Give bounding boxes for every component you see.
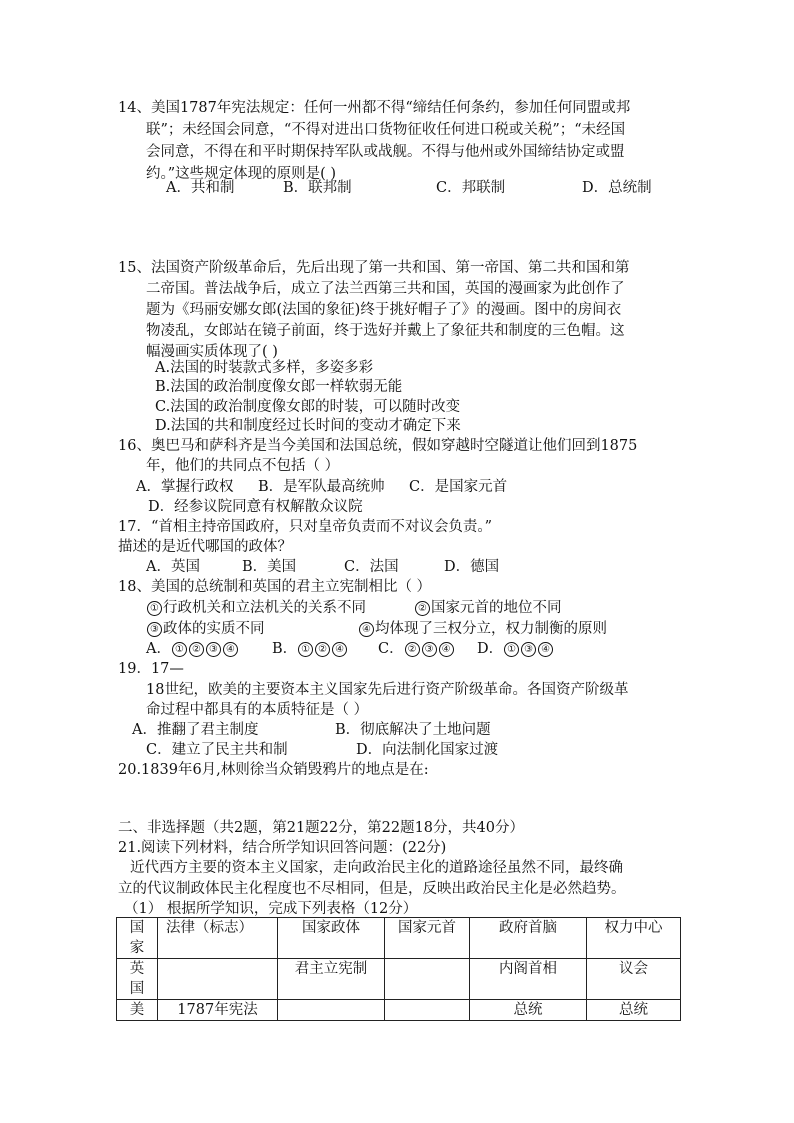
table-row <box>117 1000 681 1021</box>
q15-stem-line-2: 二帝国。普法战争后，成立了法兰西第三共和国，英国的漫画家为此创作了 <box>146 281 625 297</box>
q18-statement-2: ② 国家元首的地位不同 <box>414 598 562 618</box>
q14-stem-line-3: 会同意，不得在和平时期保持军队或战舰。不得与他州或外国缔结协定或盟 <box>146 144 625 160</box>
q18-statement-1: ① 行政机关和立法机关的关系不同 <box>146 598 366 618</box>
q15-option-d: D.法国的共和制度经过长时间的变动才确定下来 <box>155 418 461 434</box>
table-cell[interactable] <box>278 1000 385 1021</box>
q18-option-c: C． ② ③ ④ <box>378 639 455 659</box>
q14-option-c: C．邦联制 <box>436 180 506 196</box>
table-header-cell: 权力中心 <box>587 918 681 959</box>
table-cell: 英国 <box>117 959 158 1000</box>
q19-option-b: B．彻底解决了土地问题 <box>335 722 491 738</box>
table-cell: 内阁首相 <box>470 959 587 1000</box>
table-header-cell: 政府首脑 <box>470 918 587 959</box>
table-cell: 君主立宪制 <box>278 959 385 1000</box>
q14-option-b: B．联邦制 <box>283 180 352 196</box>
q16-option-d: D．经参议院同意有权解散众议院 <box>148 499 363 515</box>
q15-stem-line-3: 题为《玛丽安娜女郎(法国的象征)终于挑好帽子了》的漫画。图中的房间衣 <box>146 302 622 318</box>
table-cell[interactable] <box>158 959 278 1000</box>
q16-option-b: B．是军队最高统帅 <box>258 479 385 495</box>
circled-number: ③ <box>206 642 221 657</box>
circled-number: ④ <box>332 642 347 657</box>
q15-option-c: C.法国的政治制度像女郎的时装，可以随时改变 <box>155 399 461 415</box>
q21-material-line-1: 近代西方主要的资本主义国家，走向政治民主化的道路途径虽然不同，最终确 <box>130 860 623 876</box>
table-header-cell: 国家 <box>117 918 158 959</box>
table-row <box>117 959 681 1000</box>
q14-option-d: D．总统制 <box>582 180 652 196</box>
q15-stem-line-4: 物凌乱，女郎站在镜子前面，终于选好并戴上了象征共和制度的三色帽。这 <box>146 323 625 339</box>
q17-option-b: B．美国 <box>242 559 297 575</box>
q14-stem-line-2: 联”；未经国会同意，“不得对进出口货物征收任何进口税或关税”；“未经国 <box>146 122 626 138</box>
table-cell: 美 <box>117 1000 158 1021</box>
q18-marker-2: ② <box>415 601 430 616</box>
q16-option-c: C．是国家元首 <box>409 479 508 495</box>
q18-marker-3: ③ <box>147 622 162 637</box>
table-header-cell: 法律（标志） <box>158 918 278 959</box>
circled-number: ③ <box>422 642 437 657</box>
q14-option-a: A．共和制 <box>166 180 235 196</box>
q19-stem-line-3: 命过程中都具有的本质特征是（ ） <box>146 702 369 718</box>
circled-number: ④ <box>439 642 454 657</box>
table-cell: 总统 <box>587 1000 681 1021</box>
q19-stem-line-1: 19．17— <box>118 661 184 677</box>
q17-option-c: C．法国 <box>344 559 399 575</box>
q19-option-d: D．向法制化国家过渡 <box>356 742 499 758</box>
circled-number: ③ <box>521 642 536 657</box>
q15-stem-line-5: 幅漫画实质体现了( ) <box>146 344 278 360</box>
q21-sub-question-1: （1） 根据所学知识，完成下列表格（12分） <box>124 901 418 917</box>
table-header-row <box>117 918 681 959</box>
q18-stem: 18、美国的总统制和英国的君主立宪制相比（ ） <box>118 579 432 595</box>
table-cell: 议会 <box>587 959 681 1000</box>
table-header-cell: 国家政体 <box>278 918 385 959</box>
q18-statement-3: ③ 政体的实质不同 <box>146 619 265 639</box>
q18-option-b: B． ① ② ④ <box>272 639 348 659</box>
table-cell: 总统 <box>470 1000 587 1021</box>
circled-number: ① <box>172 642 187 657</box>
section-2-title: 二、非选择题（共2题，第21题22分，第22题18分，共40分） <box>118 820 524 836</box>
circled-number: ① <box>298 642 313 657</box>
table-header-cell: 国家元首 <box>385 918 470 959</box>
table-cell[interactable] <box>385 1000 470 1021</box>
q15-stem-line-1: 15、法国资产阶级革命后，先后出现了第一共和国、第一帝国、第二共和国和第 <box>118 260 630 276</box>
q16-stem-line-1: 16、奥巴马和萨科齐是当今美国和法国总统，假如穿越时空隧道让他们回到1875 <box>118 438 638 454</box>
q17-option-a: A．英国 <box>146 559 200 575</box>
q20-stem: 20.1839年6月,林则徐当众销毁鸦片的地点是在: <box>118 762 429 778</box>
circled-number: ① <box>504 642 519 657</box>
q15-option-b: B.法国的政治制度像女郎一样软弱无能 <box>155 379 403 395</box>
q14-stem-line-4: 约。”这些规定体现的原则是( ) <box>146 166 337 182</box>
q17-stem-line-1: 17．“首相主持帝国政府，只对皇帝负责而不对议会负责。” <box>118 519 493 535</box>
answer-table <box>116 917 681 1021</box>
q18-marker-1: ① <box>147 601 162 616</box>
q21-stem-line-1: 21.阅读下列材料，结合所学知识回答问题：(22分) <box>118 840 447 856</box>
q18-option-d: D． ① ③ ④ <box>477 639 554 659</box>
q16-stem-line-2: 年，他们的共同点不包括（ ） <box>146 458 340 474</box>
q21-material-line-2: 立的代议制政体民主化程度也不尽相同，但是，反映出政治民主化是必然趋势。 <box>118 881 626 897</box>
q18-option-a: A． ① ② ③ ④ <box>146 639 239 659</box>
circled-number: ② <box>189 642 204 657</box>
q15-option-a: A.法国的时装款式多样，多姿多彩 <box>155 360 374 376</box>
q18-statement-4: ④ 均体现了三权分立，权力制衡的原则 <box>358 619 607 639</box>
circled-number: ② <box>405 642 420 657</box>
q18-marker-4: ④ <box>359 622 374 637</box>
table-cell: 1787年宪法 <box>158 1000 278 1021</box>
q19-option-a: A．推翻了君主制度 <box>132 722 259 738</box>
q14-stem-line-1: 14、美国1787年宪法规定：任何一州都不得“缔结任何条约，参加任何同盟或邦 <box>118 100 631 116</box>
q17-option-d: D．德国 <box>444 559 500 575</box>
q17-stem-line-2: 描述的是近代哪国的政体？ <box>118 539 292 555</box>
circled-number: ④ <box>538 642 553 657</box>
circled-number: ② <box>315 642 330 657</box>
table-cell[interactable] <box>385 959 470 1000</box>
q19-stem-line-2: 18世纪，欧美的主要资本主义国家先后进行资产阶级革命。各国资产阶级革 <box>146 682 629 698</box>
q16-option-a: A．掌握行政权 <box>136 479 234 495</box>
circled-number: ④ <box>223 642 238 657</box>
q19-option-c: C．建立了民主共和制 <box>146 742 288 758</box>
